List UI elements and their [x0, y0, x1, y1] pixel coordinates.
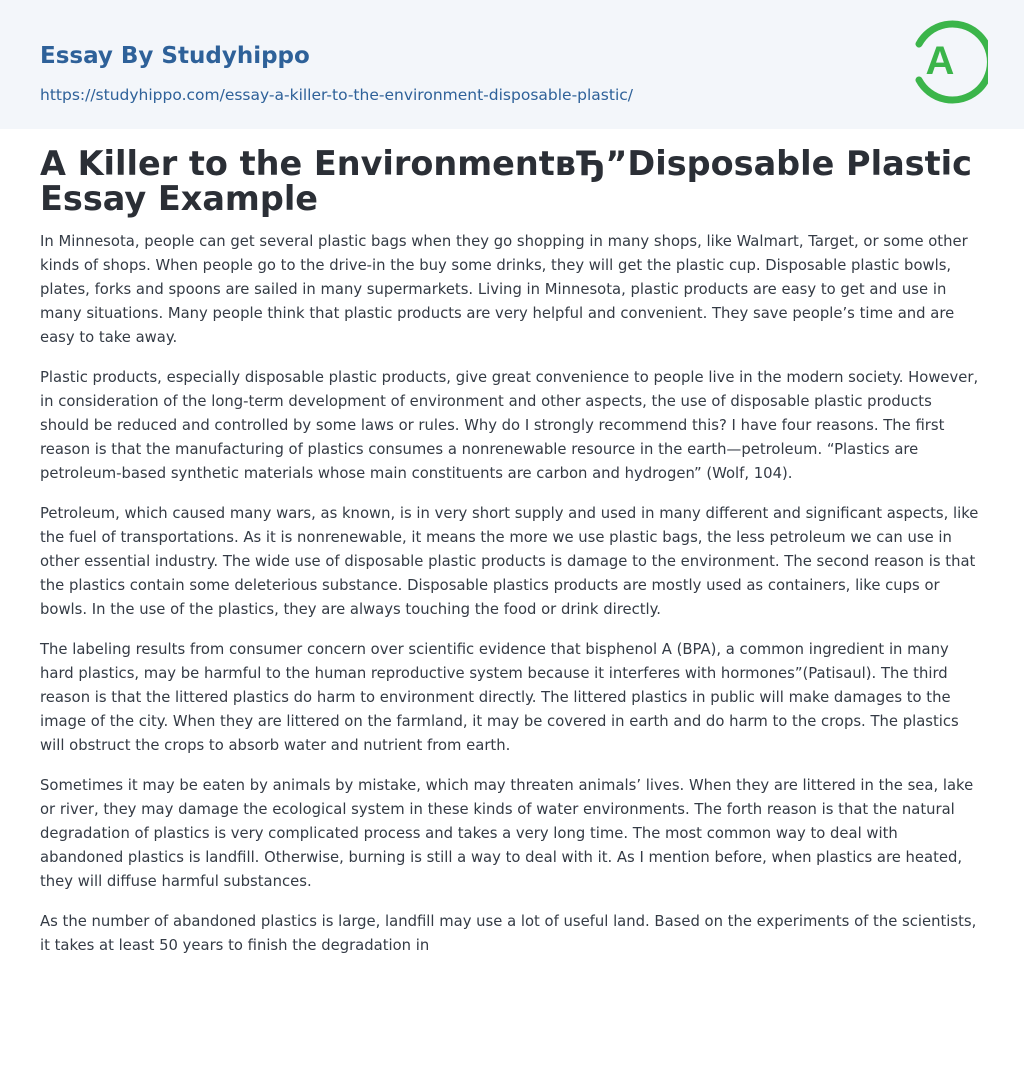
essay-paragraph-4: The labeling results from consumer concern over scientific evidence that bisphenol A (BPA), a common ingredient in many hard plastics, may be harmful to the human reproductive system because it interferes with hormones”(Patisaul). The third reason is that the littered plastics do harm to environment directly. The littered plastics in public will make damages to the image of the city. When they are littered on the farmland, it may be covered in earth and do harm to the crops. The plastics will obstruct the crops to absorb water and nutrient from earth. — [40, 641, 959, 754]
studyhippo-logo-icon[interactable] — [908, 18, 988, 106]
page-url-link[interactable]: https://studyhippo.com/essay-a-killer-to-the-environment-disposable-plastic/ — [40, 86, 634, 104]
essay-paragraph-3: Petroleum, which caused many wars, as known, is in very short supply and used in many different and significant aspects, like the fuel of transportations. As it is nonrenewable, it means the more we use plastic bags, the less petroleum we can use in other essential industry. The wide use of disposable plastic products is damage to the environment. The second reason is that the plastics contain some deleterious substance. Disposable plastics products are mostly used as containers, like cups or bowls. In the use of the plastics, they are always touching the food or drink directly. — [40, 505, 979, 618]
site-title[interactable]: Essay By Studyhippo — [40, 43, 310, 69]
essay-paragraph-1: In Minnesota, people can get several plastic bags when they go shopping in many shops, like Walmart, Target, or some other kinds of shops. When people go to the drive-in the buy some drinks, they will get the plastic cup. Disposable plastic bowls, plates, forks and spoons are sailed in many supermarkets. Living in Minnesota, plastic products are easy to get and use in many situations. Many people think that plastic products are very helpful and convenient. They save people’s time and are easy to take away. — [40, 233, 968, 346]
essay-paragraph-2: Plastic products, especially disposable plastic products, give great convenience to people live in the modern society. However, in consideration of the long-term development of environment and other aspects, the use of disposable plastic products should be reduced and controlled by some laws or rules. Why do I strongly recommend this? I have four reasons. The first reason is that the manufacturing of plastics consumes a nonrenewable resource in the earth—petroleum. “Plastics are petroleum-based synthetic materials whose main constituents are carbon and hydrogen” (Wolf, 104). — [40, 369, 979, 482]
essay-paragraph-6: As the number of abandoned plastics is large, landfill may use a lot of useful land. Based on the experiments of the scientists, it takes at least 50 years to finish the degradation in — [40, 913, 977, 954]
essay-paragraph-5: Sometimes it may be eaten by animals by mistake, which may threaten animals’ lives. When they are littered in the sea, lake or river, they may damage the ecological system in these kinds of water environments. The forth reason is that the natural degradation of plastics is very complicated process and takes a very long time. The most common way to deal with abandoned plastics is landfill. Otherwise, burning is still a way to deal with it. As I mention before, when plastics are heated, they will diffuse harmful substances. — [40, 777, 974, 890]
essay-body — [40, 230, 984, 958]
site-header — [0, 0, 1024, 129]
logo-letter: A — [925, 39, 955, 83]
essay-title: A Killer to the EnvironmentвЂ”Disposable Plastic Essay Example — [40, 144, 972, 218]
essay-content — [40, 146, 984, 974]
